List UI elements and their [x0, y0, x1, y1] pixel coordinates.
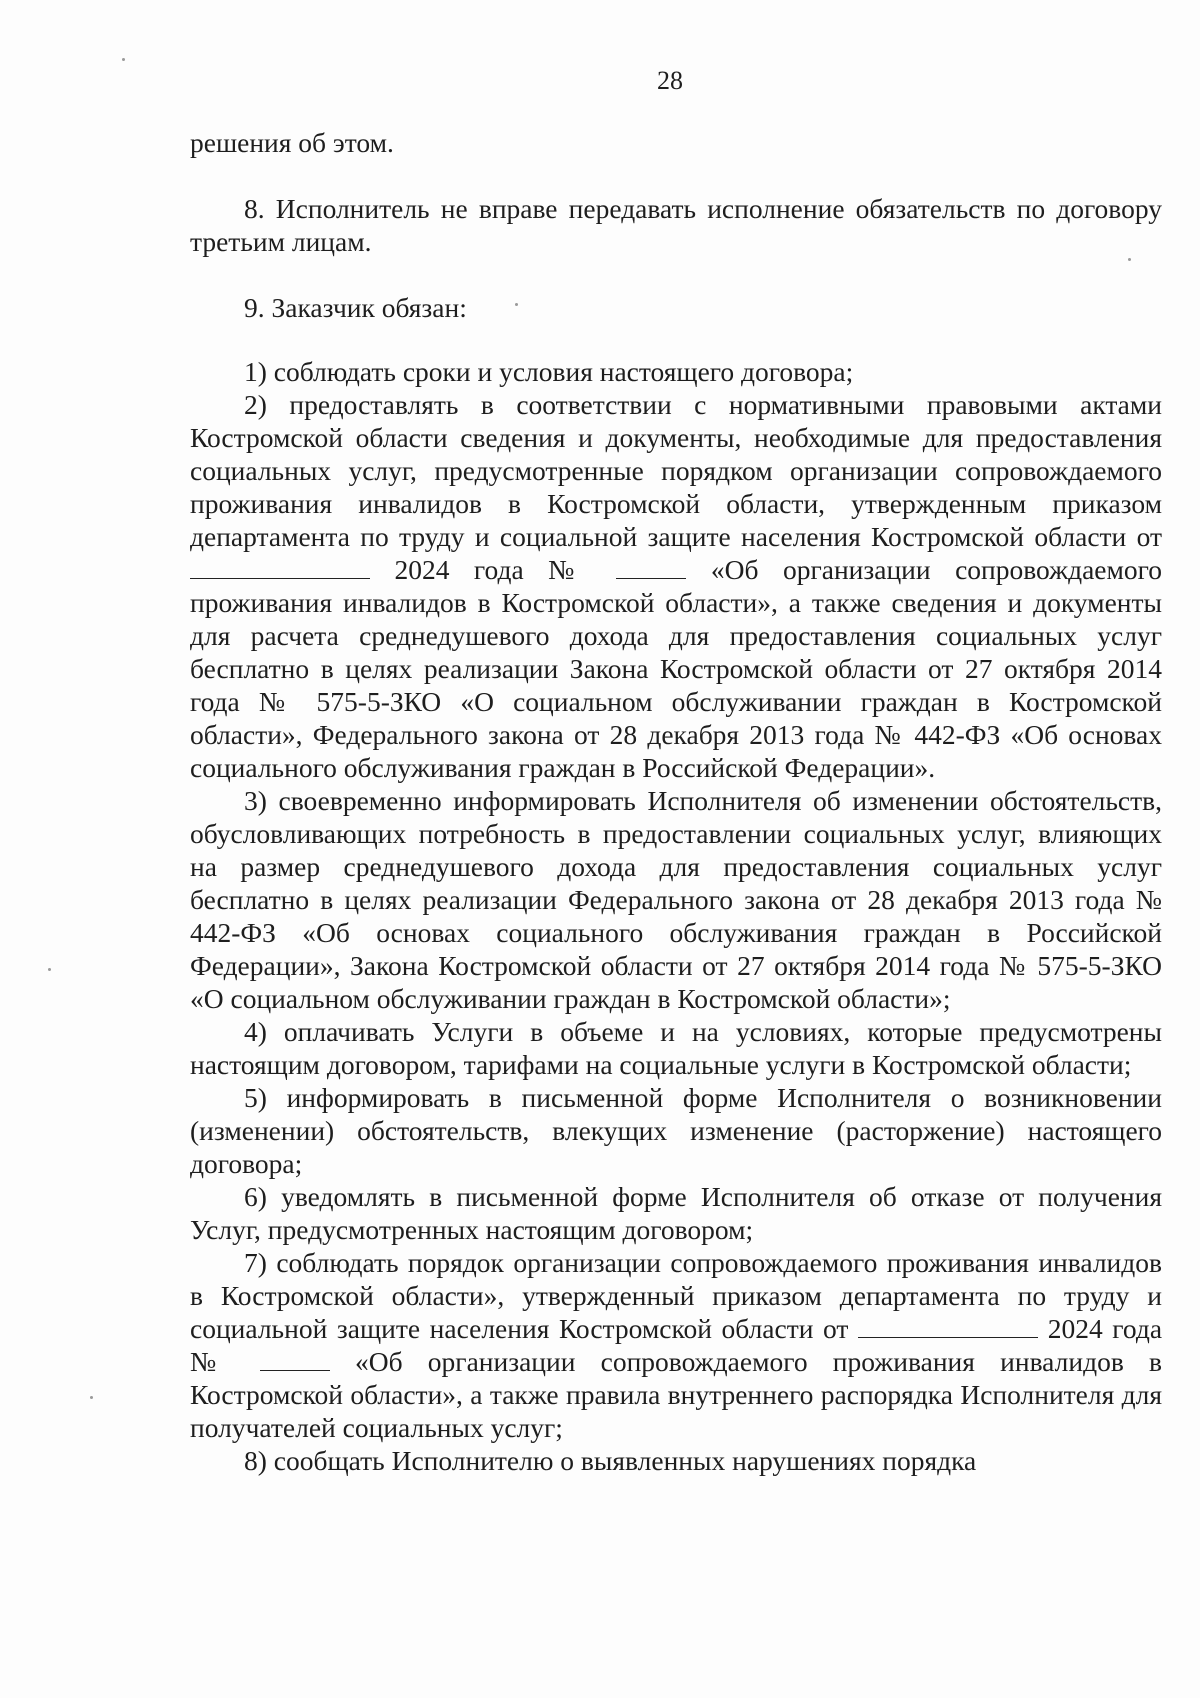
- paragraph-clause-8: 8. Исполнитель не вправе передавать исполнение обязательств по договору третьим лицам.: [190, 193, 1162, 257]
- list-item-7-text-b: 2024 года №: [190, 1313, 1163, 1377]
- number-blank-field: [260, 1346, 330, 1371]
- scan-speck: [515, 303, 518, 306]
- list-item-8: 8) сообщать Исполнителю о выявленных нарушениях порядка: [244, 1445, 977, 1476]
- number-blank-field: [616, 554, 686, 579]
- scan-speck: [90, 1396, 93, 1399]
- list-item-7-text-a: 7) соблюдать порядок организации сопровождаемого проживания инвалидов в Костромской области», утвержденный приказом департамента по труду и социальной защите населения Костромской области от: [190, 1247, 1162, 1344]
- paragraph-clause-9-heading: 9. Заказчик обязан:: [244, 292, 467, 323]
- document-body: [190, 126, 1162, 1477]
- scan-speck: [122, 58, 125, 61]
- scan-speck: [48, 968, 51, 971]
- list-item-6: 6) уведомлять в письменной форме Исполнителя об отказе от получения Услуг, предусмотренных настоящим договором;: [190, 1181, 1162, 1245]
- list-item-5: 5) информировать в письменной форме Исполнителя о возникновении (изменении) обстоятельств, влекущих изменение (расторжение) настоящего договора;: [190, 1082, 1162, 1179]
- list-item-2: [190, 388, 1162, 784]
- date-blank-field: [190, 554, 370, 579]
- list-item-2-text-c: «Об организации сопровождаемого проживания инвалидов в Костромской области», а также сведения и документы для расчета среднедушевого дохода для предоставления социальных услуг бесплатно в целях реализации Закона Костромской области от 27 октября 2014 года № 575-5-ЗКО «О социальном обслуживании граждан в Костромской области», Федерального закона от 28 декабря 2013 года № 442-ФЗ «Об основах социального обслуживания граждан в Российской Федерации».: [190, 554, 1163, 783]
- paragraph-continuation: решения об этом.: [190, 127, 394, 158]
- date-blank-field: [858, 1313, 1038, 1338]
- list-item-1: 1) соблюдать сроки и условия настоящего договора;: [244, 356, 854, 387]
- page-number: 28: [657, 66, 683, 95]
- list-item-7: [190, 1246, 1162, 1444]
- list-item-7-text-c: «Об организации сопровождаемого проживания инвалидов в Костромской области», а также правила внутреннего распорядка Исполнителя для получателей социальных услуг;: [190, 1346, 1162, 1443]
- list-item-2-text-a: 2) предоставлять в соответствии с нормативными правовыми актами Костромской области сведения и документы, необходимые для предоставления социальных услуг, предусмотренные порядком организации сопровождаемого проживания инвалидов в Костромской области, утвержденным приказом департамента по труду и социальной защите населения Костромской области от: [190, 389, 1162, 552]
- list-item-3: 3) своевременно информировать Исполнителя об изменении обстоятельств, обусловливающих потребность в предоставлении социальных услуг, влияющих на размер среднедушевого дохода для предоставления социальных услуг бесплатно в целях реализации Федерального закона от 28 декабря 2013 года № 442-ФЗ «Об основах социального обслуживания граждан в Российской Федерации», Закона Костромской области от 27 октября 2014 года № 575-5-ЗКО «О социальном обслуживании граждан в Костромской области»;: [190, 785, 1162, 1014]
- list-item-4: 4) оплачивать Услуги в объеме и на условиях, которые предусмотрены настоящим договором, тарифами на социальные услуги в Костромской области;: [190, 1016, 1162, 1080]
- scan-speck: [1128, 258, 1131, 261]
- list-item-2-text-b: 2024 года №: [394, 554, 592, 585]
